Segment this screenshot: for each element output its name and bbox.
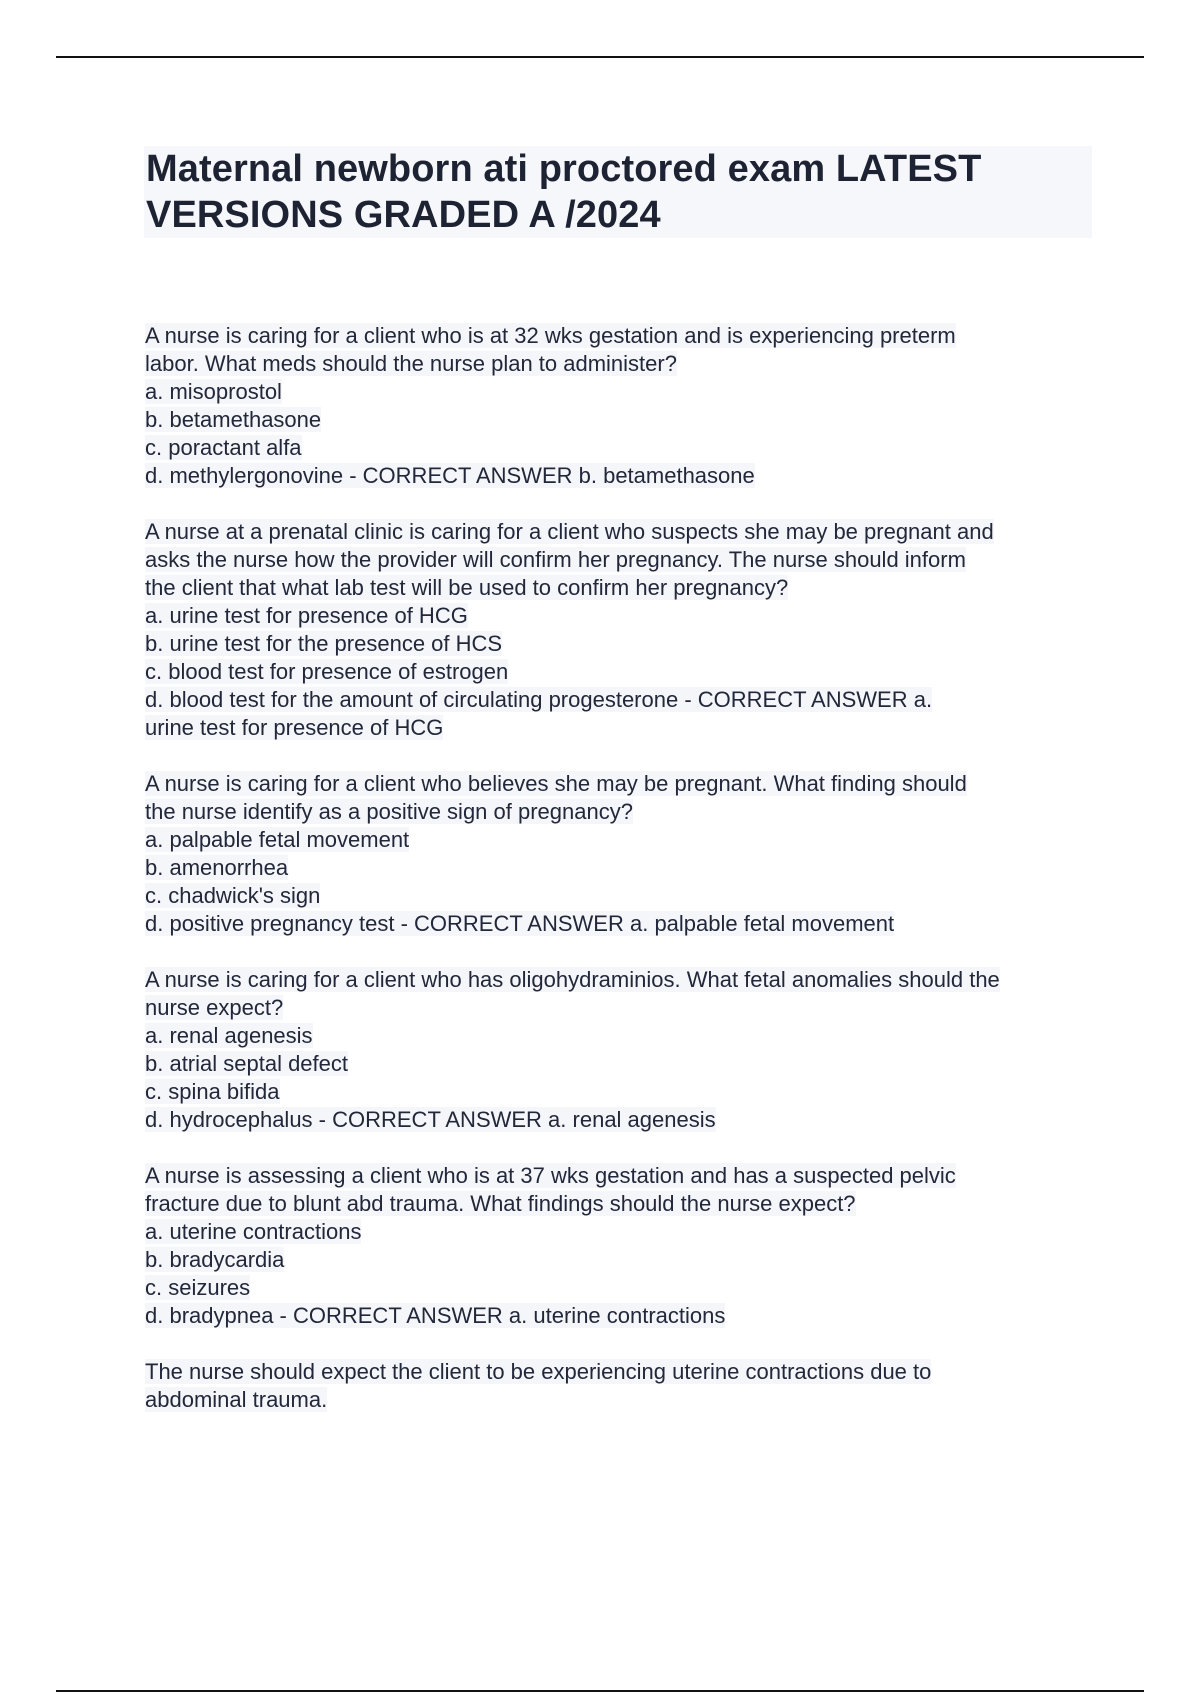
question-3	[145, 770, 1095, 938]
answer-option: b. betamethasone	[145, 407, 322, 432]
title-line: VERSIONS GRADED A /2024	[146, 194, 661, 236]
question-text: A nurse is assessing a client who is at 37 wks gestation and has a suspected pelvic	[145, 1163, 956, 1188]
answer-option: c. poractant alfa	[145, 435, 302, 460]
question-2	[145, 518, 1095, 742]
answer-option: a. uterine contractions	[145, 1219, 362, 1244]
document-body	[145, 322, 1095, 1442]
question-5	[145, 1162, 1095, 1330]
question-text: asks the nurse how the provider will confirm her pregnancy. The nurse should inform	[145, 547, 966, 572]
document-title	[144, 146, 1092, 238]
answer-option: a. urine test for presence of HCG	[145, 603, 468, 628]
question-text: labor. What meds should the nurse plan to administer?	[145, 351, 677, 376]
answer-option-correct: d. bradypnea - CORRECT ANSWER a. uterine contractions	[145, 1303, 726, 1328]
question-text: A nurse at a prenatal clinic is caring for a client who suspects she may be pregnant and	[145, 519, 994, 544]
explanation-note	[145, 1358, 1095, 1414]
note-text: abdominal trauma.	[145, 1387, 328, 1412]
answer-option-correct: d. blood test for the amount of circulating progesterone - CORRECT ANSWER a.	[145, 687, 933, 712]
title-line: Maternal newborn ati proctored exam LATEST	[146, 148, 982, 190]
question-text: fracture due to blunt abd trauma. What findings should the nurse expect?	[145, 1191, 856, 1216]
answer-option: b. bradycardia	[145, 1247, 285, 1272]
question-text: the client that what lab test will be used to confirm her pregnancy?	[145, 575, 789, 600]
question-text: nurse expect?	[145, 995, 284, 1020]
answer-option: a. renal agenesis	[145, 1023, 313, 1048]
answer-option: b. atrial septal defect	[145, 1051, 349, 1076]
answer-option: c. seizures	[145, 1275, 251, 1300]
answer-option: c. spina bifida	[145, 1079, 280, 1104]
question-text: the nurse identify as a positive sign of pregnancy?	[145, 799, 633, 824]
answer-option: b. amenorrhea	[145, 855, 289, 880]
answer-option-correct: d. hydrocephalus - CORRECT ANSWER a. renal agenesis	[145, 1107, 716, 1132]
top-rule	[56, 56, 1144, 58]
question-text: A nurse is caring for a client who has oligohydraminios. What fetal anomalies should the	[145, 967, 1000, 992]
answer-option: c. blood test for presence of estrogen	[145, 659, 509, 684]
question-4	[145, 966, 1095, 1134]
question-1	[145, 322, 1095, 490]
question-text: A nurse is caring for a client who is at 32 wks gestation and is experiencing preterm	[145, 323, 956, 348]
answer-option: a. palpable fetal movement	[145, 827, 410, 852]
bottom-rule	[56, 1690, 1144, 1692]
note-text: The nurse should expect the client to be experiencing uterine contractions due to	[145, 1359, 932, 1384]
answer-option: c. chadwick's sign	[145, 883, 321, 908]
answer-option-correct: d. positive pregnancy test - CORRECT ANSWER a. palpable fetal movement	[145, 911, 895, 936]
answer-option-correct: d. methylergonovine - CORRECT ANSWER b. betamethasone	[145, 463, 755, 488]
answer-option: b. urine test for the presence of HCS	[145, 631, 503, 656]
answer-option: a. misoprostol	[145, 379, 282, 404]
answer-option-correct: urine test for presence of HCG	[145, 715, 444, 740]
question-text: A nurse is caring for a client who believes she may be pregnant. What finding should	[145, 771, 967, 796]
